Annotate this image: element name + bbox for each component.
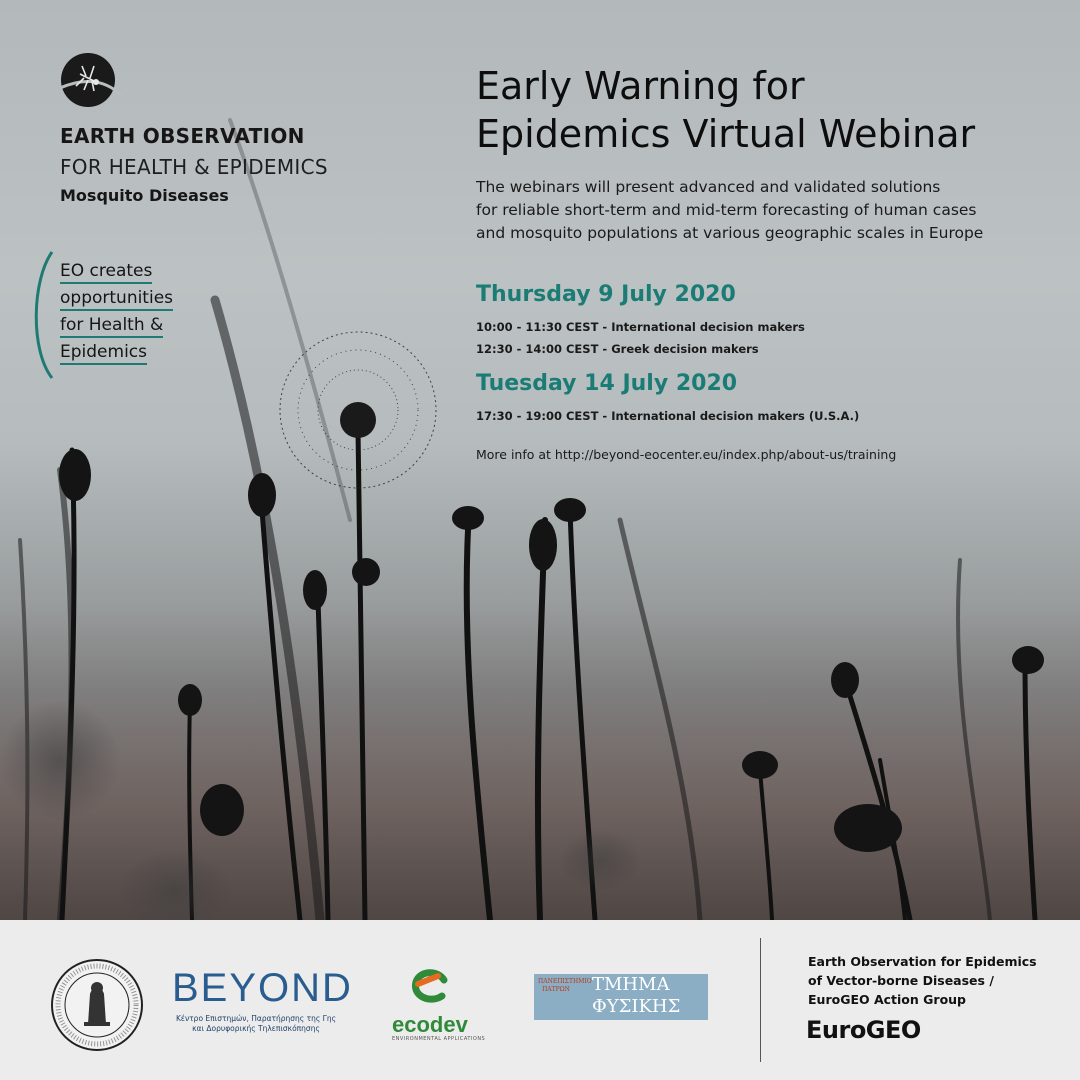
partner-footer xyxy=(0,920,1080,1080)
webinar-title xyxy=(476,62,975,158)
eurogeo-description xyxy=(808,952,1037,1009)
webinar-title-line: Epidemics Virtual Webinar xyxy=(476,112,976,156)
intro-line: for reliable short-term and mid-term forecasting of human cases xyxy=(476,201,977,219)
tagline-line: for Health & xyxy=(60,314,163,338)
session-line xyxy=(476,409,859,423)
intro-line: and mosquito populations at various geographic scales in Europe xyxy=(476,224,984,242)
footer-divider xyxy=(760,938,761,1062)
session-time: 10:00 - 11:30 CEST xyxy=(476,320,599,334)
eurogeo-logo-text: EuroGEO xyxy=(806,1016,921,1044)
mosquito-logo-icon xyxy=(58,52,124,112)
event-date: Tuesday 14 July 2020 xyxy=(476,371,738,396)
ecodev-logo-text: ecodev xyxy=(392,1012,468,1037)
brand-title: EARTH OBSERVATION xyxy=(60,124,305,148)
beyond-subtitle-line: και Δορυφορικής Τηλεπισκόπησης xyxy=(192,1024,320,1033)
tagline-line: opportunities xyxy=(60,287,173,311)
session-time: 17:30 - 19:00 CEST xyxy=(476,409,599,423)
more-info-link[interactable]: More info at http://beyond-eocenter.eu/index.php/about-us/training xyxy=(476,447,897,462)
session-line xyxy=(476,342,759,356)
patras-university-text: ΠΑΝΕΠΙΣΤΗΜΙΟ ΠΑΤΡΩΝ xyxy=(538,978,592,993)
event-date: Thursday 9 July 2020 xyxy=(476,282,736,307)
session-line xyxy=(476,320,805,334)
intro-line: The webinars will present advanced and validated solutions xyxy=(476,178,941,196)
session-time: 12:30 - 14:00 CEST xyxy=(476,342,599,356)
tagline xyxy=(60,260,173,368)
tagline-line: EO creates xyxy=(60,260,152,284)
session-audience: - International decision makers xyxy=(598,320,805,334)
session-audience: - International decision makers (U.S.A.) xyxy=(598,409,860,423)
beyond-subtitle-line: Κέντρο Επιστημών, Παρατήρησης της Γης xyxy=(176,1014,336,1023)
eurogeo-description-line: Earth Observation for Epidemics xyxy=(808,954,1037,969)
session-audience: - Greek decision makers xyxy=(598,342,759,356)
brand-subtitle: FOR HEALTH & EPIDEMICS xyxy=(60,155,328,179)
patras-dept-line: ΦΥΣΙΚΗΣ xyxy=(592,996,681,1017)
tagline-line: Epidemics xyxy=(60,341,147,365)
beyond-subtitle xyxy=(176,1014,336,1034)
patras-dept-line: ΤΜΗΜΑ xyxy=(592,974,670,995)
beyond-logo-text: BEYOND xyxy=(172,966,353,1010)
webinar-intro xyxy=(476,176,983,245)
noa-seal-logo xyxy=(50,958,144,1052)
webinar-title-line: Early Warning for xyxy=(476,64,805,108)
eurogeo-description-line: of Vector-borne Diseases / xyxy=(808,973,994,988)
brand-topic: Mosquito Diseases xyxy=(60,186,229,205)
eurogeo-description-line: EuroGEO Action Group xyxy=(808,992,967,1007)
ecodev-tagline: ENVIRONMENTAL APPLICATIONS xyxy=(392,1036,486,1042)
ecodev-logo-icon xyxy=(408,966,450,1006)
